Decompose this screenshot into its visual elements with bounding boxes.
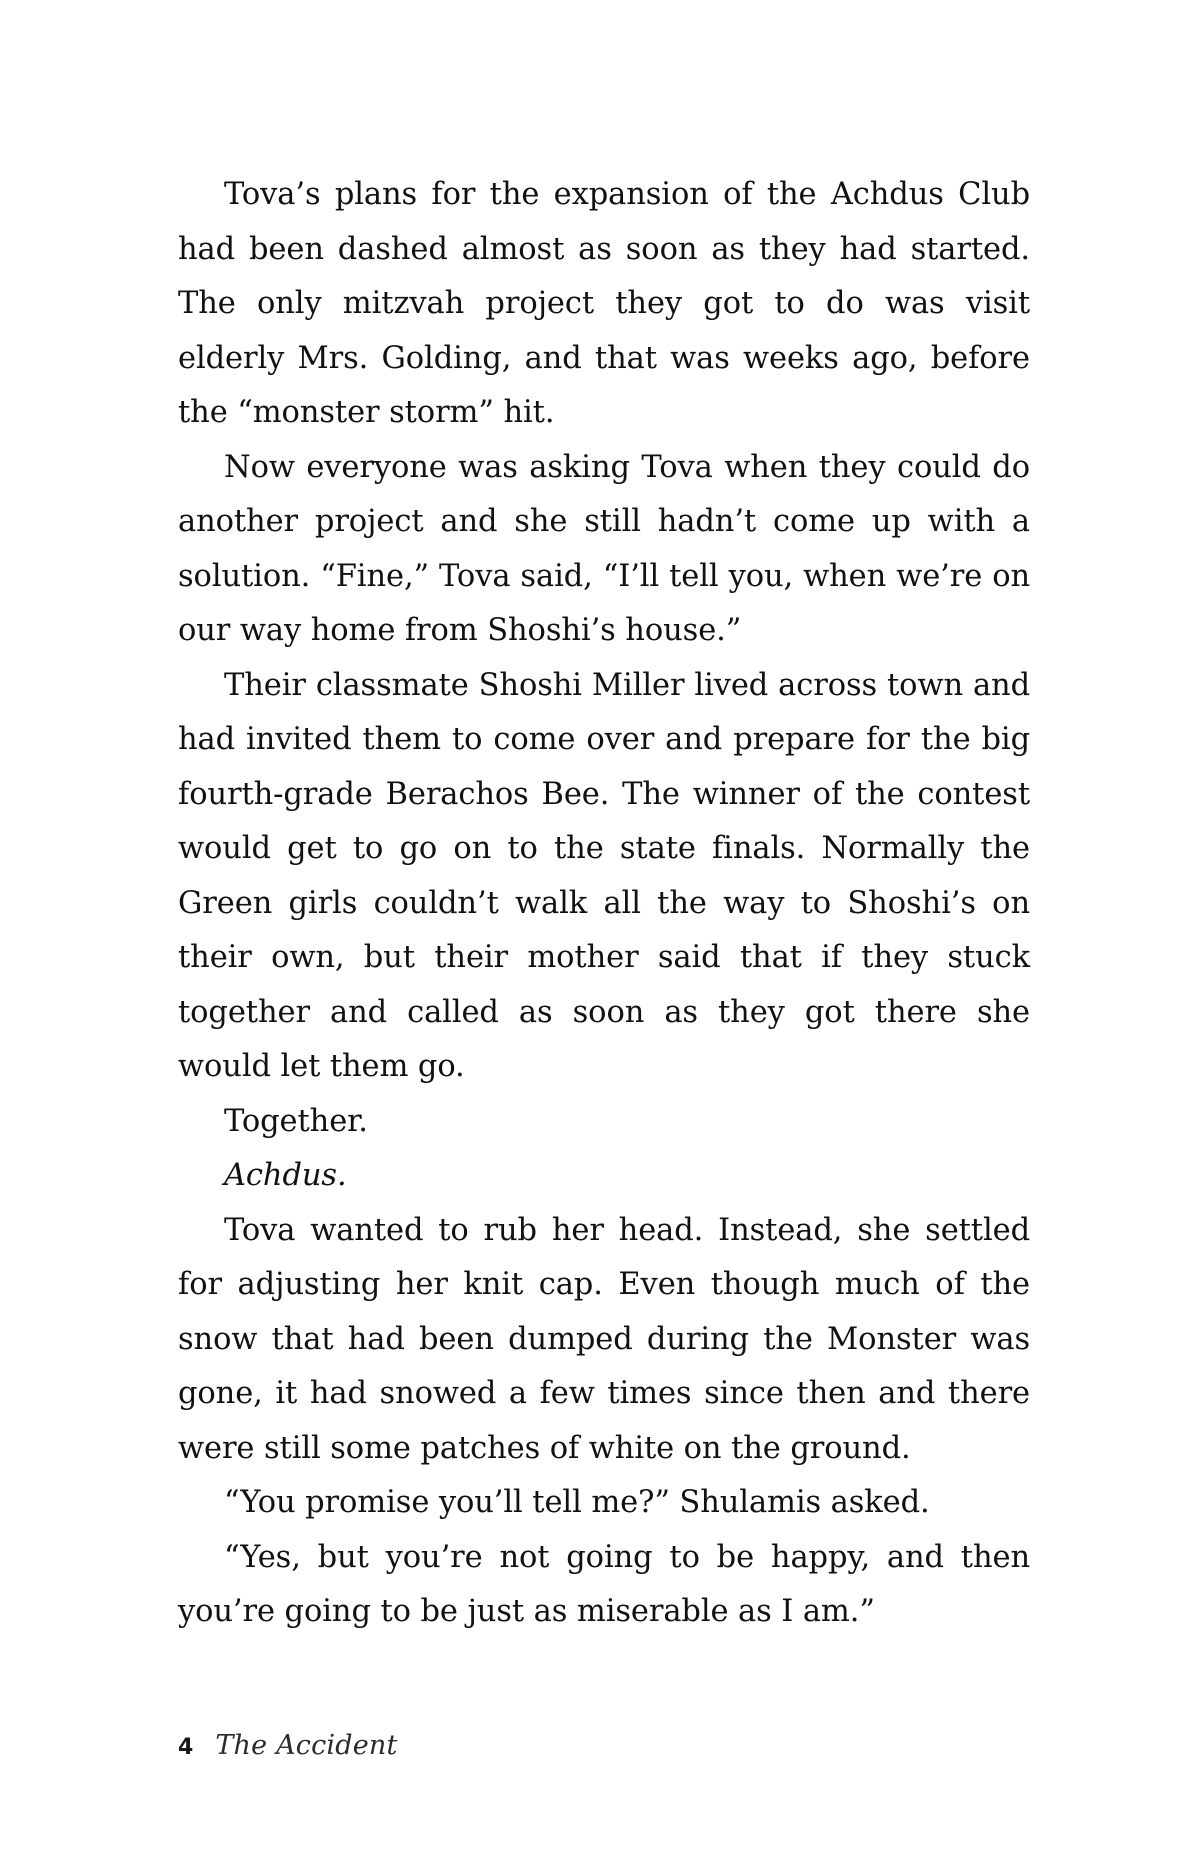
page-footer: [178, 1730, 1030, 1761]
paragraph: Tova wanted to rub her head. Instead, she settled for adjusting her knit cap. Even though much of the snow that had been dumped during the Monster was gone, it had snowed a few times since then and there were still some patches of white on the ground.: [178, 1212, 1030, 1466]
paragraph: Together.: [224, 1103, 368, 1139]
paragraph: Their classmate Shoshi Miller lived across town and had invited them to come over and prepare for the big fourth-grade Berachos Bee. The winner of the contest would get to go on to the state finals. Normally the Green girls couldn’t walk all the way to Shoshi’s on their own, but their mother said that if they stuck together and called as soon as they got there she would let them go.: [178, 667, 1030, 1084]
running-title: The Accident: [215, 1730, 398, 1761]
body-text: [178, 168, 1030, 1640]
paragraph: Tova’s plans for the expansion of the Achdus Club had been dashed almost as soon as they had started. The only mitzvah project they got to do was visit elderly Mrs. Golding, and that was weeks ago, before the “monster storm” hit.: [178, 177, 1030, 430]
paragraph: “Yes, but you’re not going to be happy, and then you’re going to be just as miserable as I am.”: [178, 1539, 1030, 1629]
page-number: 4: [178, 1735, 194, 1760]
paragraph: “You promise you’ll tell me?” Shulamis asked.: [224, 1485, 930, 1520]
paragraph-italic: Achdus.: [224, 1158, 347, 1193]
paragraph: Now everyone was asking Tova when they could do another project and she still hadn’t come up with a solution. “Fine,” Tova said, “I’ll tell you, when we’re on our way home from Shoshi’s house.”: [178, 449, 1030, 648]
